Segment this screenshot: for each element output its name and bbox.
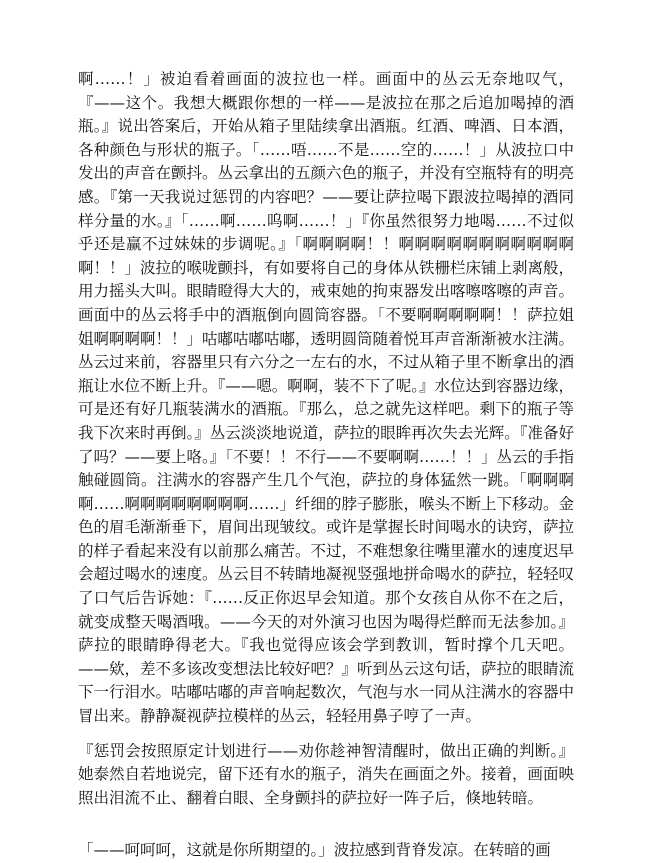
body-paragraph-3: 「——呵呵呵，这就是你所期望的。」波拉感到背脊发凉。在转暗的画 [78,841,551,860]
body-paragraph-1: 啊……！」被迫看着画面的波拉也一样。画面中的丛云无奈地叹气，『——这个。我想大概跟你想的一样——是波拉在那之后追加喝掉的酒瓶。』说出答案后，开始从箱子里陆续拿出酒瓶。红酒、啤酒、日本酒，各种颜色与形状的瓶子。「……唔……不是……空的……！」从波拉口中发出的声音在颤抖。丛云拿出的五颜六色的瓶子，并没有空瓶特有的明亮感。『第一天我说过惩罚的内容吧？——要让萨拉喝下跟波拉喝掉的酒同样分量的水。』「……啊……呜啊……！」『你虽然很努力地喝……不过似乎还是赢不过妹妹的步调呢。』「啊啊啊啊！！啊啊啊啊啊啊啊啊啊啊啊啊！！」波拉的喉咙颤抖，有如要将自己的身体从铁栅栏床铺上剥离般，用力摇头大叫。眼睛瞪得大大的，戒束她的拘束器发出喀嚓喀嚓的声音。画面中的丛云将手中的酒瓶倒向圆筒容器。「不要啊啊啊啊啊！！萨拉姐姐啊啊啊啊！！」咕嘟咕嘟咕嘟，透明圆筒随着悦耳声音渐渐被水注满。丛云过来前，容器里只有六分之一左右的水，不过从箱子里不断拿出的酒瓶让水位不断上升。『——嗯。啊啊，装不下了呢。』水位达到容器边缘，可是还有好几瓶装满水的酒瓶。『那么，总之就先这样吧。剩下的瓶子等我下次来时再倒。』丛云淡淡地说道，萨拉的眼眸再次失去光辉。『准备好了吗？——要上咯。』「不要！！不行——不要啊啊……！！」丛云的手指触碰圆筒。注满水的容器产生几个气泡，萨拉的身体猛然一跳。「啊啊啊啊……啊啊啊啊啊啊啊啊……」纤细的脖子膨胀，喉头不断上下移动。金色的眉毛渐渐垂下，眉间出现皱纹。或许是掌握长时间喝水的诀窍，萨拉的样子看起来没有以前那么痛苦。不过，不难想象往嘴里灌水的速度迟早会超过喝水的速度。丛云目不转睛地凝视竖强地拼命喝水的萨拉，轻轻叹了口气后告诉她：『……反正你迟早会知道。那个女孩自从你不在之后，就变成整天喝酒哦。——今天的对外演习也因为喝得烂醉而无法参加。』萨拉的眼睛睁得老大。『我也觉得应该会学到教训，暂时撑个几天吧。——欸，差不多该改变想法比较好吧？』听到丛云这句话，萨拉的眼睛流下一行泪水。咕嘟咕嘟的声音响起数次，气泡与水一同从注满水的容器中冒出来。静静凝视萨拉模样的丛云，轻轻用鼻子哼了一声。 [78,70,575,726]
body-paragraph-2: 『惩罚会按照原定计划进行——劝你趁神智清醒时，做出正确的判断。』她泰然自若地说完，留下还有水的瓶子，消失在画面之外。接着，画面映照出泪流不止、翻着白眼、全身颤抖的萨拉好一阵子后，倏地转暗。 [78,741,575,807]
document-page [78,68,574,863]
